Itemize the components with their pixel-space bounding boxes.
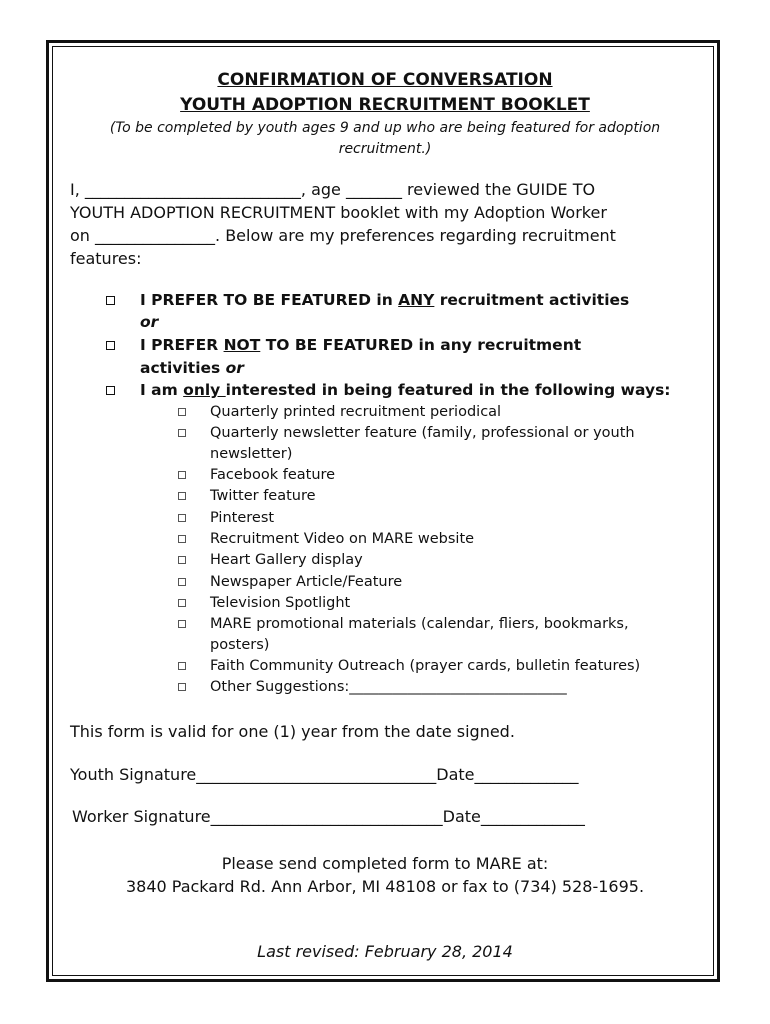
option-checkbox[interactable] xyxy=(178,492,186,500)
option-checkbox[interactable] xyxy=(178,429,186,437)
validity-note: This form is valid for one (1) year from the date signed. xyxy=(70,722,515,741)
choice-not-label: I PREFER NOT TO BE FEATURED in any recruitment xyxy=(140,336,582,354)
mailing-address: 3840 Packard Rd. Ann Arbor, MI 48108 or fax to (734) 528-1695. xyxy=(125,877,645,896)
option-label: Pinterest xyxy=(210,510,275,526)
option-label-continued: newsletter) xyxy=(210,446,293,462)
intro-line-3: on _______________. Below are my preferences regarding recruitment xyxy=(70,226,616,245)
option-label: Quarterly newsletter feature (family, professional or youth xyxy=(210,425,635,441)
option-checkbox[interactable] xyxy=(178,556,186,564)
option-label: Television Spotlight xyxy=(210,595,351,611)
option-label: Heart Gallery display xyxy=(210,552,363,568)
or-text-1: or xyxy=(140,313,159,331)
option-checkbox[interactable] xyxy=(178,578,186,586)
choice-not-label-line2: activities or xyxy=(140,359,244,377)
instructions-line-1: (To be completed by youth ages 9 and up who are being featured for adoption xyxy=(109,120,661,136)
form-subtitle-title: YOUTH ADOPTION RECRUITMENT BOOKLET xyxy=(180,95,590,115)
option-checkbox[interactable] xyxy=(178,535,186,543)
intro-line-2: YOUTH ADOPTION RECRUITMENT booklet with my Adoption Worker xyxy=(70,203,607,222)
option-label: Other Suggestions:______________________________ xyxy=(210,679,567,695)
youth-signature-line[interactable]: Youth Signature______________________________Date_____________ xyxy=(70,765,579,784)
option-checkbox[interactable] xyxy=(178,599,186,607)
option-label-continued: posters) xyxy=(210,637,270,653)
option-checkbox[interactable] xyxy=(178,514,186,522)
option-checkbox[interactable] xyxy=(178,662,186,670)
option-checkbox[interactable] xyxy=(178,408,186,416)
option-checkbox[interactable] xyxy=(178,683,186,691)
option-label: Recruitment Video on MARE website xyxy=(210,531,475,547)
last-revised: Last revised: February 28, 2014 xyxy=(257,942,513,961)
option-label: Facebook feature xyxy=(210,467,336,483)
choice-not-checkbox[interactable] xyxy=(106,341,115,350)
instructions-line-2: recruitment.) xyxy=(338,141,432,157)
option-label: Faith Community Outreach (prayer cards, bulletin features) xyxy=(210,658,641,674)
intro-line-4: features: xyxy=(70,249,142,268)
choice-any-checkbox[interactable] xyxy=(106,296,115,305)
send-instructions: Please send completed form to MARE at: xyxy=(221,854,549,873)
option-checkbox[interactable] xyxy=(178,620,186,628)
option-label: MARE promotional materials (calendar, fliers, bookmarks, xyxy=(210,616,629,632)
worker-signature-line[interactable]: Worker Signature_____________________________Date_____________ xyxy=(72,807,585,826)
option-checkbox[interactable] xyxy=(178,471,186,479)
form-title: CONFIRMATION OF CONVERSATION xyxy=(217,70,553,90)
option-label: Quarterly printed recruitment periodical xyxy=(210,404,502,420)
choice-any-label: I PREFER TO BE FEATURED in ANY recruitment activities xyxy=(140,291,630,309)
intro-line-1: I, ___________________________, age _______ reviewed the GUIDE TO xyxy=(70,180,596,199)
option-label: Newspaper Article/Feature xyxy=(210,574,403,590)
choice-only-label: I am only interested in being featured in the following ways: xyxy=(140,381,671,399)
choice-only-checkbox[interactable] xyxy=(106,386,115,395)
option-label: Twitter feature xyxy=(210,488,316,504)
